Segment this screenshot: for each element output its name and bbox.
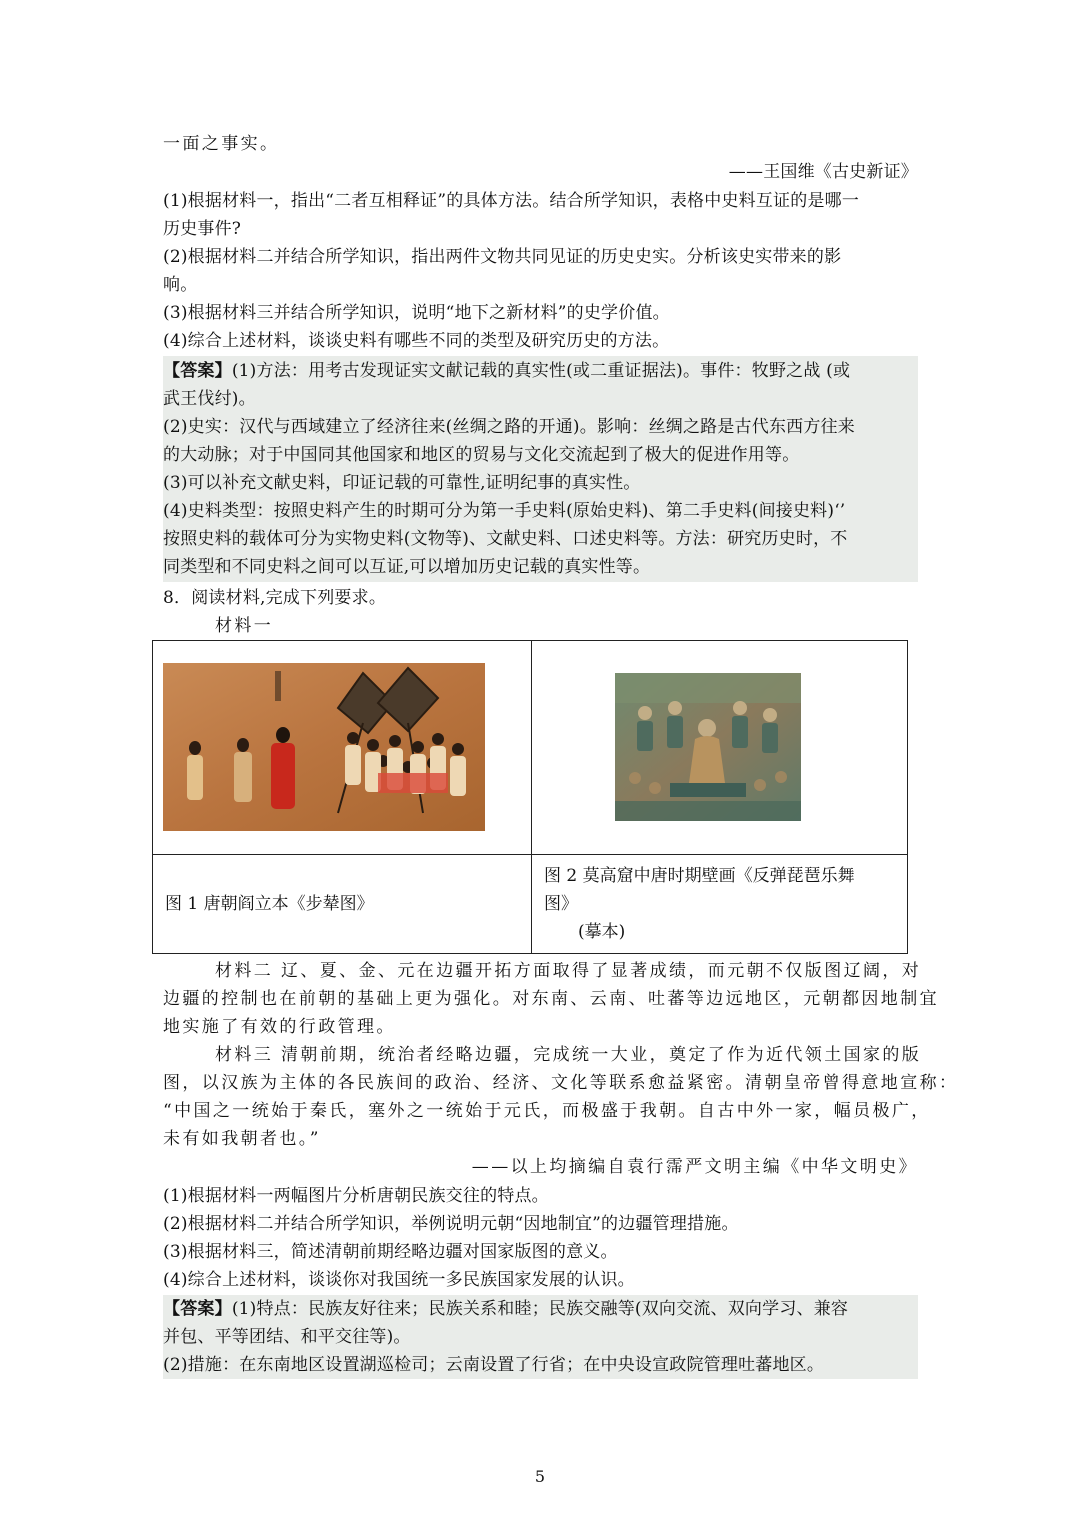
figure1-caption: 图 1 唐朝阎立本《步辇图》: [165, 894, 374, 914]
answer-text: (1)方法：用考古发现证实文献记载的真实性(或二重证据法)。事件：牧野之战 (或: [231, 361, 851, 381]
material1-table: [152, 640, 908, 954]
figure2-cell: [532, 641, 908, 855]
material3-line: “中国之一统始于秦氏，塞外之一统始于元氏，而极盛于我朝。自古中外一家，幅员极广，: [163, 1101, 931, 1121]
q7-answer-line: (3)可以补充文献史料，印证记载的可靠性,证明纪事的真实性。: [163, 473, 641, 493]
q7-question-line: (4)综合上述材料，谈谈史料有哪些不同的类型及研究历史的方法。: [163, 331, 670, 351]
q7-question-line: (3)根据材料三并结合所学知识，说明“地下之新材料”的史学价值。: [163, 303, 670, 323]
q8-question-line: (1)根据材料一两幅图片分析唐朝民族交往的特点。: [163, 1186, 549, 1206]
q8-answer-line: [163, 1295, 918, 1323]
q7-answer-line: 武王伐纣)。: [163, 389, 256, 409]
q7-answer-line: (4)史料类型：按照史料产生的时期可分为第一手史料(原始史料)、第二手史料(间接史料)‘’: [163, 501, 846, 521]
q7-answer-line: 的大动脉；对于中国同其他国家和地区的贸易与文化交流起到了极大的促进作用等。: [163, 445, 800, 465]
figure2-caption-line: 图 2 莫高窟中唐时期壁画《反弹琵琶乐舞: [544, 866, 855, 886]
figure2-caption-note: (摹本): [578, 922, 626, 942]
answer-label: 【答案】: [163, 1299, 232, 1319]
q8-question-line: (3)根据材料三，简述清朝前期经略边疆对国家版图的意义。: [163, 1242, 618, 1262]
figure2-caption-cell: [532, 855, 908, 954]
q7-answer-line: 同类型和不同史料之间可以互证,可以增加历史记载的真实性等。: [163, 557, 651, 577]
q7-question-line: 响。: [163, 275, 198, 295]
q7-answer-line: [163, 357, 918, 385]
q8-question-line: (4)综合上述材料，谈谈你对我国统一多民族国家发展的认识。: [163, 1270, 635, 1290]
figure2-caption-line: 图》: [544, 894, 578, 914]
q7-answer-line: (2)史实：汉代与西域建立了经济往来(丝绸之路的开通)。影响：丝绸之路是古代东西方往来: [163, 417, 855, 437]
bunian-painting-image: [163, 663, 485, 831]
figure1-caption-cell: [153, 855, 532, 954]
material1-label: 材料一: [215, 616, 274, 636]
answer-label: 【答案】: [163, 361, 232, 381]
q7-question-line: 历史事件?: [163, 219, 242, 239]
figure1-cell: [153, 641, 532, 855]
q8-answer-line: (2)措施：在东南地区设置湖巡检司；云南设置了行省；在中央设宣政院管理吐蕃地区。: [163, 1355, 825, 1375]
citation-zhonghua-wenming-shi: ——以上均摘编自袁行霈严文明主编《中华文明史》: [471, 1157, 918, 1177]
material3-line: 未有如我朝者也。”: [163, 1129, 321, 1149]
material2-line: 地实施了有效的行政管理。: [163, 1017, 396, 1037]
material3-line: 材料三 清朝前期，统治者经略边疆，完成统一大业，奠定了作为近代领土国家的版: [215, 1045, 922, 1065]
dunhuang-mural-image: [615, 673, 801, 821]
q7-question-line: (2)根据材料二并结合所学知识，指出两件文物共同见证的历史史实。分析该史实带来的影: [163, 247, 842, 267]
q7-answer-line: 按照史料的载体可分为实物史料(文物等)、文献史料、口述史料等。方法：研究历史时，不: [163, 529, 848, 549]
q8-answer-line: 并包、平等团结、和平交往等)。: [163, 1327, 411, 1347]
q8-heading: 8．阅读材料,完成下列要求。: [163, 588, 387, 608]
answer-text: (1)特点：民族友好往来；民族关系和睦；民族交融等(双向交流、双向学习、兼容: [231, 1299, 849, 1319]
q8-question-line: (2)根据材料二并结合所学知识，举例说明元朝“因地制宜”的边疆管理措施。: [163, 1214, 739, 1234]
material3-line: 图，以汉族为主体的各民族间的政治、经济、文化等联系愈益紧密。清朝皇帝曾得意地宣称：: [163, 1073, 959, 1093]
material2-line: 边疆的控制也在前朝的基础上更为强化。对东南、云南、吐蕃等边远地区，元朝都因地制宜: [163, 989, 939, 1009]
material2-line: 材料二 辽、夏、金、元在边疆开拓方面取得了显著成绩，而元朝不仅版图辽阔，对: [215, 961, 922, 981]
q7-question-line: (1)根据材料一，指出“二者互相释证”的具体方法。结合所学知识，表格中史料互证的是哪一: [163, 191, 860, 211]
continuation-text: 一面之事实。: [163, 134, 280, 154]
page-number: 5: [534, 1467, 546, 1486]
citation-wang-guowei: ——王国维《古史新证》: [728, 162, 918, 182]
